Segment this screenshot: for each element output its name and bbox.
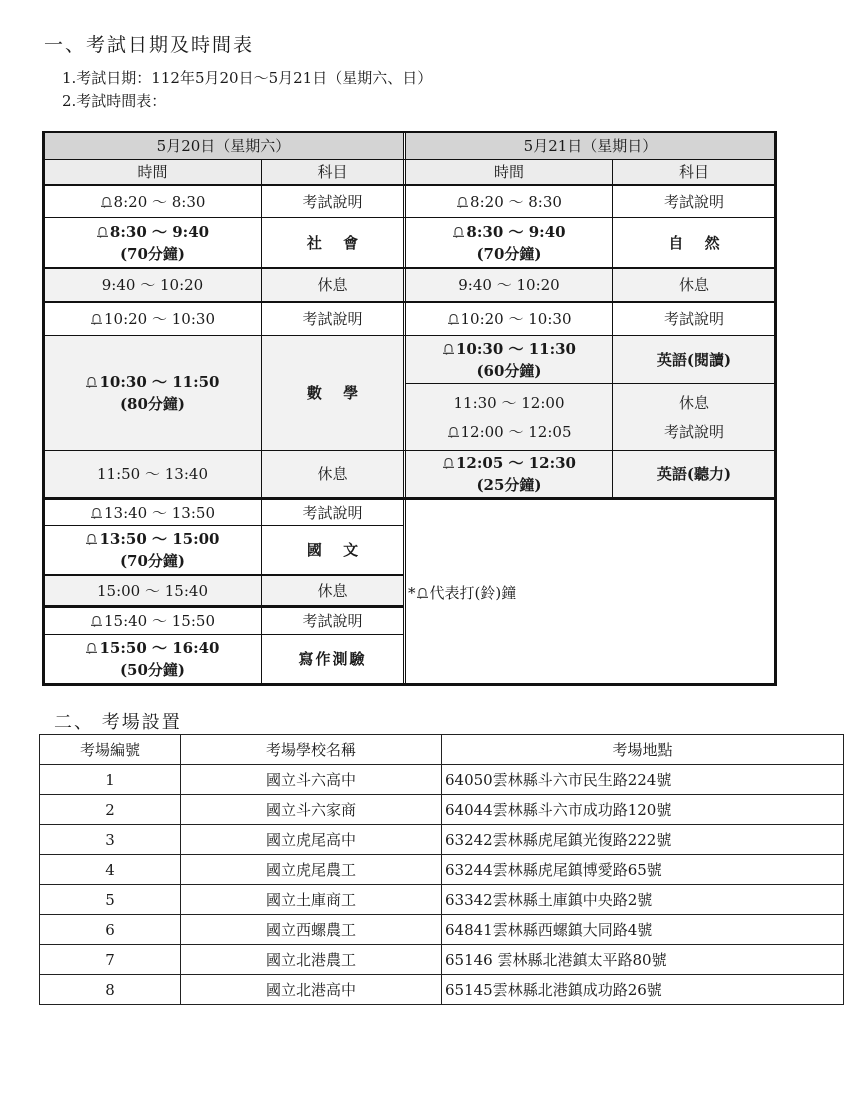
day2-row-subject-merged bbox=[613, 384, 775, 450]
subject-text: 考試說明 bbox=[302, 612, 363, 630]
duration-text: (50分鐘) bbox=[119, 661, 186, 679]
subject-text: 數 學 bbox=[306, 384, 367, 402]
subject-text: 社 會 bbox=[306, 233, 367, 252]
bell-icon bbox=[90, 615, 103, 627]
day2-row-time bbox=[406, 451, 612, 497]
duration-text: (70分鐘) bbox=[119, 552, 186, 570]
day2-row-time bbox=[406, 269, 612, 301]
bell-icon bbox=[85, 376, 98, 388]
time-text: 11:50 ～ 13:40 bbox=[97, 465, 208, 483]
bell-icon bbox=[452, 226, 465, 238]
day2-date-header bbox=[406, 133, 775, 159]
subject-text: 考試說明 bbox=[663, 310, 724, 328]
table-row bbox=[40, 975, 844, 1005]
time-text: 10:30 ～ 11:50 bbox=[99, 373, 220, 391]
section-title-venues: 二、 考場設置 bbox=[54, 712, 182, 733]
venue-no: 6 bbox=[40, 915, 181, 945]
bell-legend bbox=[408, 582, 516, 603]
bell-icon bbox=[447, 426, 460, 438]
time-text: 10:20 ～ 10:30 bbox=[104, 310, 215, 328]
address: 63244雲林縣虎尾鎮博愛路65號 bbox=[442, 855, 844, 885]
exam-dates-line: 1.考試日期：112年5月20日～5月21日（星期六、日） bbox=[62, 69, 433, 87]
venue-table bbox=[39, 734, 844, 1005]
subject-text: 考試說明 bbox=[663, 422, 724, 441]
bell-icon bbox=[85, 642, 98, 654]
table-row bbox=[40, 885, 844, 915]
venue-table-header bbox=[40, 735, 844, 765]
time-text: 13:40 ～ 13:50 bbox=[104, 503, 215, 522]
day1-col-subject bbox=[262, 160, 403, 184]
header-school-name: 考場學校名稱 bbox=[181, 735, 442, 765]
col-time-label: 時間 bbox=[137, 163, 168, 181]
day1-row-subject bbox=[262, 576, 403, 605]
time-text: 15:40 ～ 15:50 bbox=[104, 612, 215, 630]
venue-no: 3 bbox=[40, 825, 181, 855]
col-subject-label: 科目 bbox=[317, 163, 348, 181]
time-text: 15:00 ～ 15:40 bbox=[97, 581, 208, 600]
table-row bbox=[40, 945, 844, 975]
day1-row-subject bbox=[262, 336, 403, 450]
day2-row-time bbox=[406, 303, 612, 335]
venue-no: 1 bbox=[40, 765, 181, 795]
day1-date-header bbox=[44, 133, 403, 159]
table-row bbox=[40, 765, 844, 795]
time-text: 8:20 ～ 8:30 bbox=[470, 192, 562, 211]
venue-no: 5 bbox=[40, 885, 181, 915]
day1-row-time bbox=[44, 576, 261, 605]
day2-col-subject bbox=[613, 160, 775, 184]
table-row bbox=[40, 795, 844, 825]
address: 64050雲林縣斗六市民生路224號 bbox=[442, 765, 844, 795]
day2-col-time bbox=[406, 160, 612, 184]
time-text: 8:20 ～ 8:30 bbox=[113, 192, 206, 211]
subject-text: 休息 bbox=[678, 393, 709, 412]
day2-row-time bbox=[406, 218, 612, 267]
col-subject-label: 科目 bbox=[678, 163, 709, 181]
bell-icon bbox=[90, 507, 103, 519]
day1-date-text: 5月20日（星期六） bbox=[156, 137, 291, 155]
day1-row-subject bbox=[262, 608, 403, 634]
time-text: 8:30 ～ 9:40 bbox=[109, 222, 210, 241]
venue-no: 2 bbox=[40, 795, 181, 825]
table-row bbox=[40, 825, 844, 855]
header-address: 考場地點 bbox=[442, 735, 844, 765]
day1-row-subject bbox=[262, 269, 403, 301]
school-name: 國立西螺農工 bbox=[181, 915, 442, 945]
header-venue-no: 考場編號 bbox=[40, 735, 181, 765]
day2-date-text: 5月21日（星期日） bbox=[523, 137, 658, 155]
day1-row-subject bbox=[262, 500, 403, 525]
time-text: 9:40 ～ 10:20 bbox=[101, 276, 204, 294]
duration-text: (70分鐘) bbox=[119, 244, 186, 263]
day2-row-subject bbox=[613, 186, 775, 217]
day1-row-time bbox=[44, 303, 261, 335]
bell-icon bbox=[442, 457, 455, 469]
day1-row-subject bbox=[262, 303, 403, 335]
school-name: 國立斗六高中 bbox=[181, 765, 442, 795]
table-row bbox=[40, 915, 844, 945]
duration-text: (80分鐘) bbox=[119, 395, 186, 413]
day2-row-subject bbox=[613, 218, 775, 267]
bell-icon bbox=[100, 196, 113, 208]
day1-col-time bbox=[44, 160, 261, 184]
day1-row-subject bbox=[262, 526, 403, 574]
bell-icon bbox=[442, 343, 455, 355]
subject-text: 休息 bbox=[678, 276, 709, 294]
venue-no: 4 bbox=[40, 855, 181, 885]
subject-text: 自 然 bbox=[668, 233, 728, 252]
day1-row-time bbox=[44, 451, 261, 497]
subject-text: 國 文 bbox=[306, 541, 367, 559]
subject-text: 英語(閱讀) bbox=[656, 350, 732, 369]
legend-asterisk: * bbox=[408, 584, 416, 602]
address: 63242雲林縣虎尾鎮光復路222號 bbox=[442, 825, 844, 855]
subject-text: 休息 bbox=[317, 465, 348, 483]
time-text: 12:05 ～ 12:30 bbox=[455, 454, 576, 472]
bell-icon bbox=[447, 313, 460, 325]
day1-row-time bbox=[44, 269, 261, 301]
day2-row-time bbox=[406, 186, 612, 217]
time-text: 11:30 ～ 12:00 bbox=[453, 393, 565, 412]
school-name: 國立北港高中 bbox=[181, 975, 442, 1005]
address: 65145雲林縣北港鎮成功路26號 bbox=[442, 975, 844, 1005]
address: 63342雲林縣土庫鎮中央路2號 bbox=[442, 885, 844, 915]
day1-row-subject bbox=[262, 451, 403, 497]
school-name: 國立虎尾農工 bbox=[181, 855, 442, 885]
subject-text: 考試說明 bbox=[302, 503, 363, 522]
day1-row-time bbox=[44, 218, 261, 267]
subject-text: 休息 bbox=[317, 581, 348, 600]
day1-row-subject bbox=[262, 218, 403, 267]
day1-row-time bbox=[44, 336, 261, 450]
day2-row-subject bbox=[613, 303, 775, 335]
day2-row-subject bbox=[613, 451, 775, 497]
col-time-label: 時間 bbox=[493, 163, 524, 181]
school-name: 國立斗六家商 bbox=[181, 795, 442, 825]
duration-text: (60分鐘) bbox=[476, 361, 542, 380]
venue-no: 8 bbox=[40, 975, 181, 1005]
duration-text: (70分鐘) bbox=[476, 244, 542, 263]
day1-row-time bbox=[44, 500, 261, 525]
bell-icon bbox=[85, 533, 98, 545]
subject-text: 考試說明 bbox=[663, 192, 724, 211]
day2-row-subject bbox=[613, 269, 775, 301]
time-text: 9:40 ～ 10:20 bbox=[458, 276, 560, 294]
venue-no: 7 bbox=[40, 945, 181, 975]
school-name: 國立北港農工 bbox=[181, 945, 442, 975]
time-text: 13:50 ～ 15:00 bbox=[99, 530, 220, 548]
bell-icon bbox=[416, 587, 429, 599]
subject-text: 考試說明 bbox=[302, 192, 363, 211]
bell-icon bbox=[90, 313, 103, 325]
table-row bbox=[40, 855, 844, 885]
section-title-schedule: 一、考試日期及時間表 bbox=[44, 34, 255, 56]
bell-icon bbox=[456, 196, 469, 208]
time-text: 15:50 ～ 16:40 bbox=[99, 639, 220, 657]
day1-row-time bbox=[44, 526, 261, 574]
subject-text: 休息 bbox=[317, 276, 348, 294]
day1-row-subject bbox=[262, 635, 403, 683]
timetable-label: 2.考試時間表： bbox=[62, 92, 167, 110]
day2-row-time-merged bbox=[406, 384, 612, 450]
day2-row-time bbox=[406, 336, 612, 383]
subject-text: 英語(聽力) bbox=[656, 465, 732, 483]
day1-row-time bbox=[44, 608, 261, 634]
time-text: 12:00 ～ 12:05 bbox=[460, 422, 572, 441]
day1-row-subject bbox=[262, 186, 403, 217]
school-name: 國立土庫商工 bbox=[181, 885, 442, 915]
school-name: 國立虎尾高中 bbox=[181, 825, 442, 855]
duration-text: (25分鐘) bbox=[476, 476, 542, 494]
address: 64044雲林縣斗六市成功路120號 bbox=[442, 795, 844, 825]
address: 65146 雲林縣北港鎮太平路80號 bbox=[442, 945, 844, 975]
day1-row-time bbox=[44, 186, 261, 217]
time-text: 8:30 ～ 9:40 bbox=[466, 222, 566, 241]
subject-text: 考試說明 bbox=[302, 310, 363, 328]
legend-text: 代表打(鈴)鐘 bbox=[429, 584, 517, 602]
day1-row-time bbox=[44, 635, 261, 683]
subject-text: 寫作測驗 bbox=[298, 650, 367, 668]
time-text: 10:20 ～ 10:30 bbox=[460, 310, 572, 328]
address: 64841雲林縣西螺鎮大同路4號 bbox=[442, 915, 844, 945]
time-text: 10:30 ～ 11:30 bbox=[455, 339, 576, 358]
day2-row-subject bbox=[613, 336, 775, 383]
bell-icon bbox=[96, 226, 109, 238]
